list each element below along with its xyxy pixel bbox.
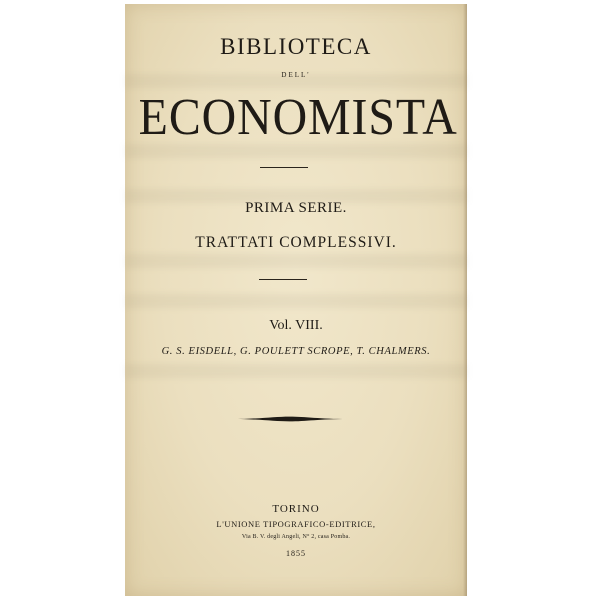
imprint-city: TORINO <box>272 503 320 515</box>
show-through <box>125 294 467 308</box>
series-label: PRIMA SERIE. <box>245 200 347 216</box>
authors-line: G. S. EISDELL, G. POULETT SCROPE, T. CHALMERS. <box>161 346 431 357</box>
imprint-publisher: L'UNIONE TIPOGRAFICO-EDITRICE, <box>216 519 376 529</box>
divider-rule <box>260 167 308 168</box>
divider-rule <box>259 279 307 280</box>
ornamental-rule <box>228 415 351 423</box>
main-title: ECONOMISTA <box>138 89 458 146</box>
series-title: BIBLIOTECA <box>220 34 372 59</box>
title-page <box>125 4 467 596</box>
show-through <box>125 254 467 268</box>
section-label: TRATTATI COMPLESSIVI. <box>195 234 397 251</box>
imprint-address: Via B. V. degli Angeli, N° 2, casa Pomba. <box>241 534 351 540</box>
show-through <box>125 364 467 378</box>
imprint-year: 1855 <box>286 549 306 558</box>
title-preposition: DELL' <box>281 71 311 79</box>
volume-number: Vol. VIII. <box>269 318 323 333</box>
